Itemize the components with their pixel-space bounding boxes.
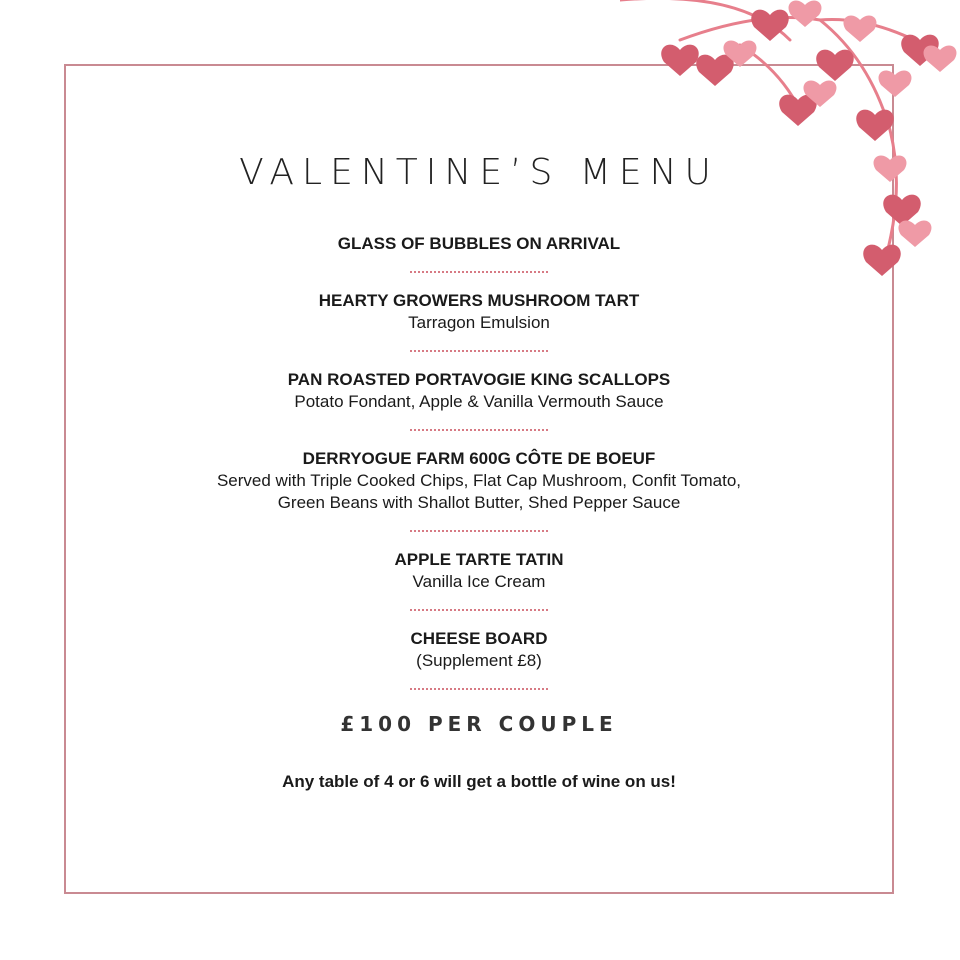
price-per-couple: £100 PER COUPLE <box>340 712 618 736</box>
course-description: Potato Fondant, Apple & Vanilla Vermouth Sauce <box>294 392 664 411</box>
course-name: HEARTY GROWERS MUSHROOM TART <box>318 291 640 310</box>
course-cheese-board <box>64 628 894 672</box>
course-name: CHEESE BOARD <box>410 629 548 648</box>
course-name: GLASS OF BUBBLES ON ARRIVAL <box>337 234 621 253</box>
course-name: APPLE TARTE TATIN <box>394 550 564 569</box>
course-scallops <box>64 369 894 413</box>
course-description: Vanilla Ice Cream <box>412 572 546 591</box>
course-description: Served with Triple Cooked Chips, Flat Cap Mushroom, Confit Tomato, <box>216 471 742 490</box>
course-description: (Supplement £8) <box>416 651 542 670</box>
course-bubbles <box>64 233 894 255</box>
course-name: DERRYOGUE FARM 600G CÔTE DE BOEUF <box>302 449 656 468</box>
wine-offer-note: Any table of 4 or 6 will get a bottle of wine on us! <box>282 772 676 791</box>
course-name: PAN ROASTED PORTAVOGIE KING SCALLOPS <box>287 370 671 389</box>
menu-content <box>64 64 894 792</box>
course-cote-de-boeuf <box>64 448 894 514</box>
course-description-line-2: Green Beans with Shallot Butter, Shed Pepper Sauce <box>277 493 681 512</box>
course-description: Tarragon Emulsion <box>408 313 550 332</box>
course-mushroom-tart <box>64 290 894 334</box>
course-tarte-tatin <box>64 549 894 593</box>
menu-title: VALENTINE’S MENU <box>239 152 719 193</box>
